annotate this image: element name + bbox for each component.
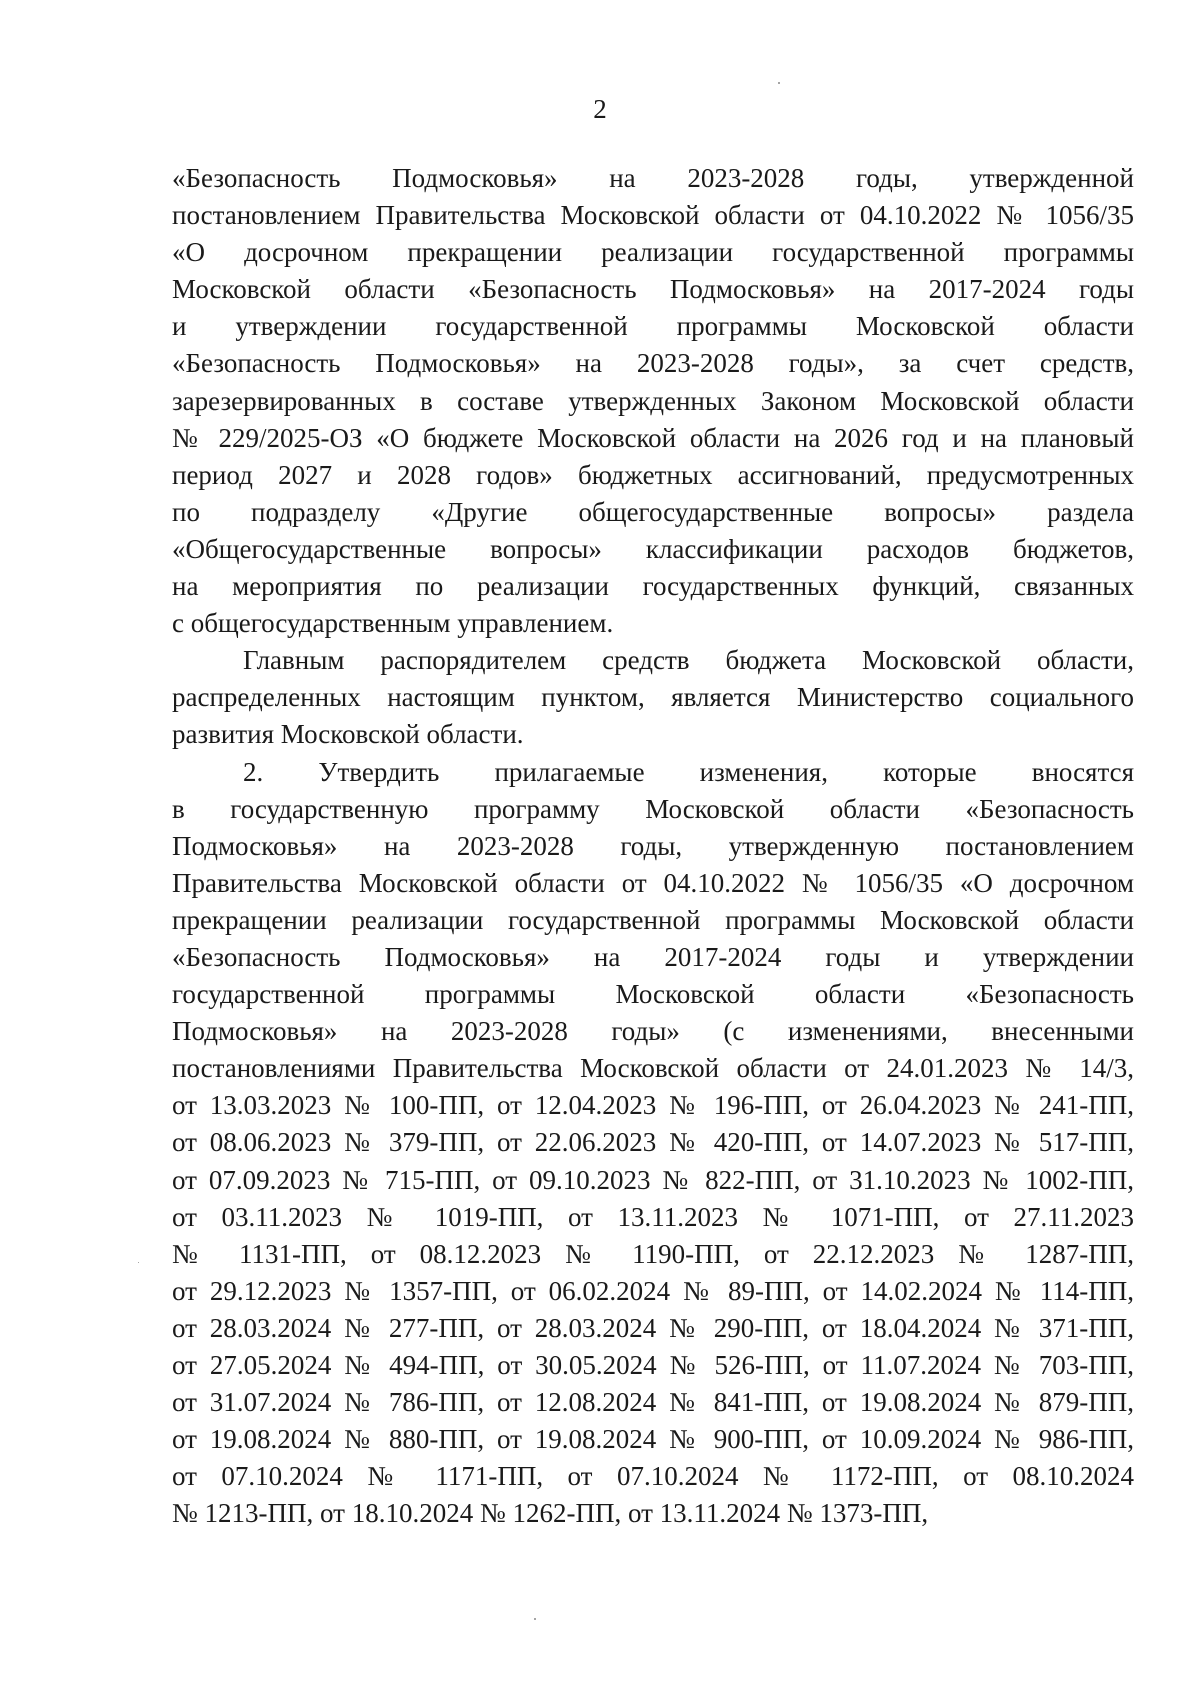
text-line: от 07.09.2023 № 715-ПП, от 09.10.2023 № 822-ПП, от 31.10.2023 № 1002-ПП, — [172, 1164, 1134, 1195]
paragraph-container — [172, 160, 1134, 1532]
text-line: Правительства Московской области от 04.10.2022 № 1056/35 «О досрочном — [172, 867, 1134, 898]
text-line: № 1131-ПП, от 08.12.2023 № 1190-ПП, от 22.12.2023 № 1287-ПП, — [172, 1238, 1134, 1269]
page-number: 2 — [593, 94, 607, 124]
text-line: от 03.11.2023 № 1019-ПП, от 13.11.2023 № 1071-ПП, от 27.11.2023 — [172, 1201, 1134, 1232]
text-line: постановлениями Правительства Московской области от 24.01.2023 № 14/3, — [172, 1053, 1134, 1084]
text-line: прекращении реализации государственной программы Московской области — [172, 904, 1134, 935]
text-line: от 07.10.2024 № 1171-ПП, от 07.10.2024 № 1172-ПП, от 08.10.2024 — [172, 1461, 1134, 1492]
text-line: зарезервированных в составе утвержденных Законом Московской области — [172, 385, 1134, 416]
text-line: № 229/2025-ОЗ «О бюджете Московской области на 2026 год и на плановый — [172, 422, 1134, 453]
text-line: Подмосковья» на 2023-2028 годы» (с изменениями, внесенными — [172, 1016, 1134, 1047]
text-line: с общегосударственным управлением. — [172, 608, 614, 639]
text-line: «Безопасность Подмосковья» на 2023-2028 годы, утвержденной — [172, 163, 1134, 193]
text-line: от 28.03.2024 № 277-ПП, от 28.03.2024 № 290-ПП, от 18.04.2024 № 371-ПП, — [172, 1312, 1134, 1343]
text-line: на мероприятия по реализации государственных функций, связанных — [172, 571, 1134, 602]
scan-speck — [534, 1618, 536, 1620]
text-line: «Безопасность Подмосковья» на 2017-2024 годы и утверждении — [172, 941, 1134, 972]
text-line: в государственную программу Московской области «Безопасность — [172, 793, 1134, 824]
text-line: от 19.08.2024 № 880-ПП, от 19.08.2024 № 900-ПП, от 10.09.2024 № 986-ПП, — [172, 1424, 1134, 1455]
text-line: от 31.07.2024 № 786-ПП, от 12.08.2024 № 841-ПП, от 19.08.2024 № 879-ПП, — [172, 1387, 1134, 1418]
scan-speck — [138, 1262, 139, 1263]
text-line: развития Московской области. — [172, 719, 524, 750]
text-line: от 08.06.2023 № 379-ПП, от 22.06.2023 № 420-ПП, от 14.07.2023 № 517-ПП, — [172, 1127, 1134, 1158]
text-line: Московской области «Безопасность Подмосковья» на 2017-2024 годы — [172, 274, 1134, 305]
text-line: «Безопасность Подмосковья» на 2023-2028 годы», за счет средств, — [172, 348, 1134, 379]
paragraph — [172, 642, 1134, 753]
text-line: государственной программы Московской области «Безопасность — [172, 979, 1134, 1010]
text-line: распределенных настоящим пунктом, является Министерство социального — [172, 682, 1134, 713]
text-line: по подразделу «Другие общегосударственные вопросы» раздела — [172, 496, 1134, 527]
text-line: от 13.03.2023 № 100-ПП, от 12.04.2023 № 196-ПП, от 26.04.2023 № 241-ПП, — [172, 1090, 1134, 1121]
text-line: 2. Утвердить прилагаемые изменения, которые вносятся — [243, 756, 1134, 787]
text-line: «О досрочном прекращении реализации государственной программы — [172, 237, 1134, 268]
text-line: постановлением Правительства Московской области от 04.10.2022 № 1056/35 — [172, 200, 1134, 231]
text-line: «Общегосударственные вопросы» классификации расходов бюджетов, — [172, 533, 1134, 564]
text-line: Главным распорядителем средств бюджета Московской области, — [243, 645, 1134, 676]
document-body — [172, 160, 1134, 1532]
paragraph — [172, 160, 1134, 642]
text-line: от 27.05.2024 № 494-ПП, от 30.05.2024 № 526-ПП, от 11.07.2024 № 703-ПП, — [172, 1350, 1134, 1380]
paragraph — [172, 754, 1134, 1533]
text-line: Подмосковья» на 2023-2028 годы, утвержденную постановлением — [172, 830, 1134, 861]
text-line: и утверждении государственной программы Московской области — [172, 311, 1134, 342]
scan-speck — [778, 82, 780, 84]
text-line: № 1213-ПП, от 18.10.2024 № 1262-ПП, от 13.11.2024 № 1373-ПП, — [172, 1498, 929, 1529]
text-line: период 2027 и 2028 годов» бюджетных ассигнований, предусмотренных — [172, 459, 1134, 490]
text-line: от 29.12.2023 № 1357-ПП, от 06.02.2024 № 89-ПП, от 14.02.2024 № 114-ПП, — [172, 1275, 1134, 1306]
